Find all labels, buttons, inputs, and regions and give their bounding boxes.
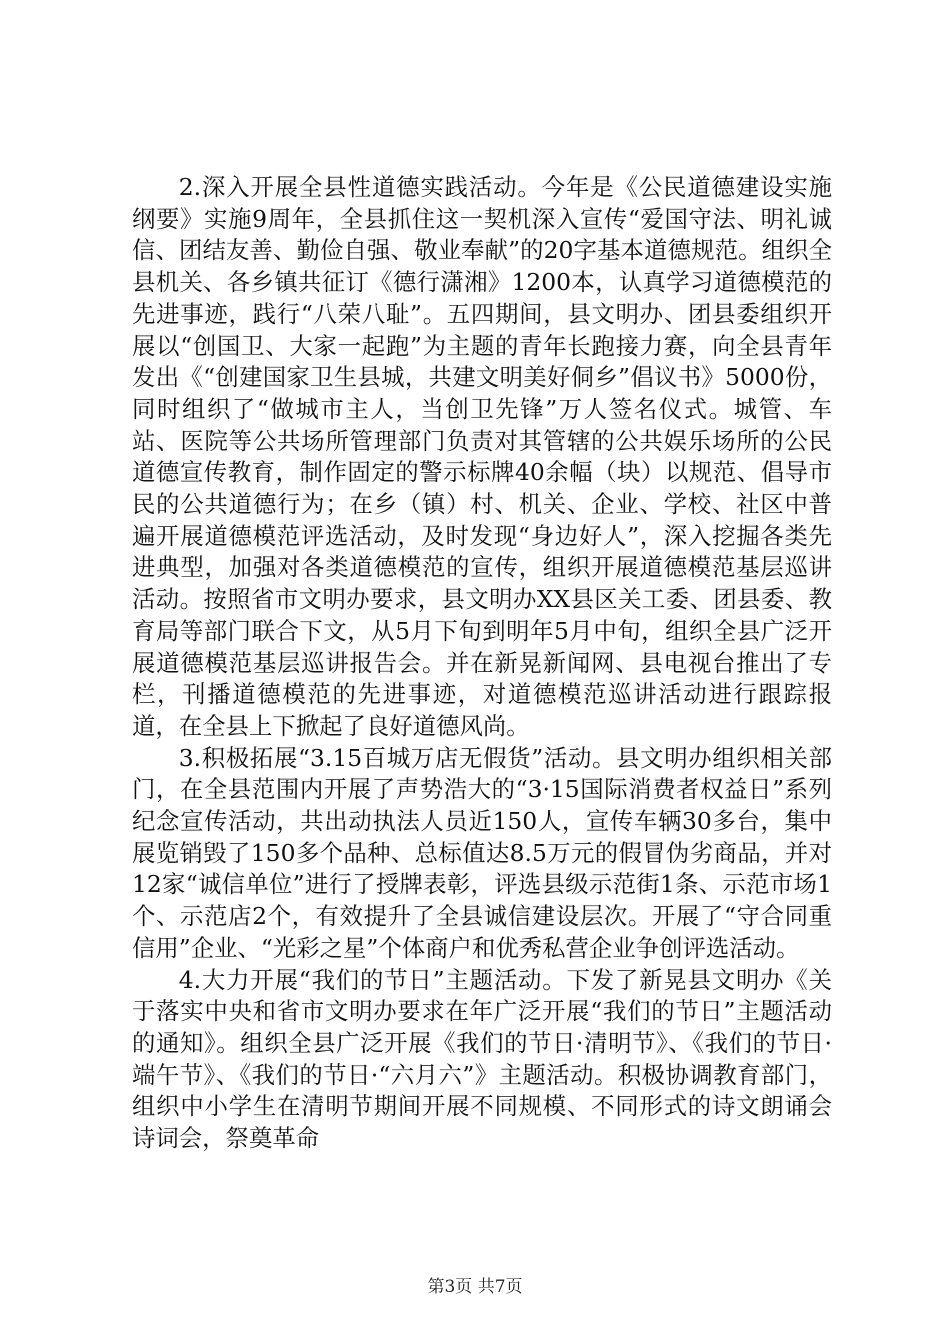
paragraph-item-3: 3.积极拓展“3.15百城万店无假货”活动。县文明办组织相关部门，在全县范围内开展了声势浩大的“3·15国际消费者权益日”系列纪念宣传活动，共出动执法人员近150人，宣传车辆30多台，集中展览销毁了150多个品种、总标值达8.5万元的假冒伪劣商品，并对12家“诚信单位”进行了授牌表彰，评选县级示范街1条、示范市场1个、示范店2个，有效提升了全县诚信建设层次。开展了“守合同重信用”企业、“光彩之星”个体商户和优秀私营企业争创评选活动。 bbox=[132, 743, 832, 962]
document-body bbox=[132, 172, 832, 1155]
page-footer: 第3页 共7页 bbox=[427, 1277, 523, 1297]
paragraph-item-2: 2.深入开展全县性道德实践活动。今年是《公民道德建设实施纲要》实施9周年，全县抓住这一契机深入宣传“爱国守法、明礼诚信、团结友善、勤俭自强、敬业奉献”的20字基本道德规范。组织全县机关、各乡镇共征订《德行潇湘》1200本，认真学习道德模范的先进事迹，践行“八荣八耻”。五四期间，县文明办、团县委组织开展以“创国卫、大家一起跑”为主题的青年长跑接力赛，向全县青年发出《“创建国家卫生县城，共建文明美好侗乡”倡议书》5000份，同时组织了“做城市主人，当创卫先锋”万人签名仪式。城管、车站、医院等公共场所管理部门负责对其管辖的公共娱乐场所的公民道德宣传教育，制作固定的警示标牌40余幅（块）以规范、倡导市民的公共道德行为；在乡（镇）村、机关、企业、学校、社区中普遍开展道德模范评选活动，及时发现“身边好人”，深入挖掘各类先进典型，加强对各类道德模范的宣传，组织开展道德模范基层巡讲活动。按照省市文明办要求，县文明办XX县区关工委、团县委、教育局等部门联合下文，从5月下旬到明年5月中旬，组织全县广泛开展道德模范基层巡讲报告会。并在新晃新闻网、县电视台推出了专栏，刊播道德模范的先进事迹，对道德模范巡讲活动进行跟踪报道，在全县上下掀起了良好道德风尚。 bbox=[132, 173, 832, 740]
paragraph-item-4: 4.大力开展“我们的节日”主题活动。下发了新晃县文明办《关于落实中央和省市文明办要求在年广泛开展“我们的节日”主题活动的通知》。组织全县广泛开展《我们的节日·清明节》、《我们的节日·端午节》、《我们的节日·“六月六”》主题活动。积极协调教育部门，组织中小学生在清明节期间开展不同规模、不同形式的诗文朗诵会诗词会，祭奠革命 bbox=[132, 965, 832, 1153]
